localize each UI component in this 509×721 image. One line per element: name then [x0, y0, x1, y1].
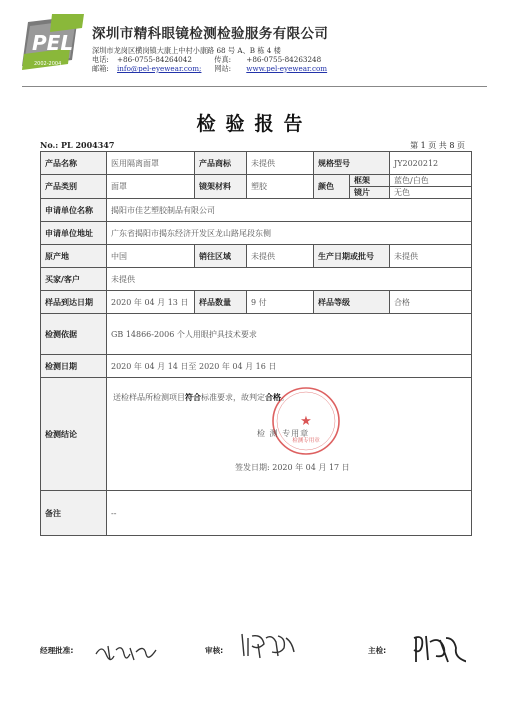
remark-value: --: [107, 491, 472, 536]
basis-value: GB 14866-2006 个人用眼护具技术要求: [107, 314, 472, 355]
svg-text:2002-2004: 2002-2004: [34, 61, 62, 67]
table-row: [41, 152, 472, 175]
batch-label: 生产日期或批号: [314, 245, 390, 268]
svg-text:PEL: PEL: [32, 31, 74, 55]
table-row: [41, 175, 472, 187]
stamp-caption: 检 测 专用章: [257, 429, 310, 438]
color-label: 颜色: [314, 175, 350, 199]
lens-label: 镜片: [350, 187, 390, 199]
tester-signature: [410, 632, 466, 666]
reviewer-label: 审核:: [205, 646, 224, 655]
email-link[interactable]: info@pel-eyewear.com;: [117, 64, 202, 73]
applicant-address-label: 申请单位地址: [41, 222, 107, 245]
frame-label: 框架: [350, 175, 390, 187]
fax-value: +86-0755-84263248: [246, 55, 322, 64]
approver-signature: [92, 640, 160, 664]
issue-date: 签发日期: 2020 年 04 月 17 日: [235, 463, 350, 472]
website-link[interactable]: www.pel-eyewear.com: [246, 64, 328, 73]
arrival-label: 样品到达日期: [41, 291, 107, 314]
conclusion-label: 检测结论: [41, 378, 107, 491]
buyer-label: 买家/客户: [41, 268, 107, 291]
table-row: [41, 245, 472, 268]
model-label: 规格型号: [314, 152, 390, 175]
batch-value: 未提供: [390, 245, 472, 268]
lens-color-value: 无色: [390, 187, 472, 199]
market-label: 销往区域: [195, 245, 247, 268]
table-row: [41, 222, 472, 245]
category-label: 产品类别: [41, 175, 107, 199]
origin-label: 原产地: [41, 245, 107, 268]
origin-value: 中国: [107, 245, 195, 268]
test-date-label: 检测日期: [41, 355, 107, 378]
material-label: 镜架材料: [195, 175, 247, 199]
applicant-label: 申请单位名称: [41, 199, 107, 222]
frame-color-value: 蓝色/白色: [390, 175, 472, 187]
letterhead: [22, 14, 492, 84]
web-label: 网站:: [214, 64, 232, 73]
report-table: [40, 151, 472, 536]
svg-text:检测专用章: 检测专用章: [292, 438, 320, 444]
contact-block: [92, 46, 327, 73]
material-value: 塑胶: [247, 175, 314, 199]
market-value: 未提供: [247, 245, 314, 268]
basis-label: 检测依据: [41, 314, 107, 355]
report-title: 检验报告: [196, 113, 313, 135]
applicant-address-value: 广东省揭阳市揭东经济开发区龙山路尾段东侧: [107, 222, 472, 245]
reviewer-signature: [238, 630, 298, 662]
table-row: [41, 355, 472, 378]
table-row: [41, 378, 472, 491]
tel-value: +86-0755-84264042: [117, 55, 192, 64]
page-indicator: 第 1 页 共 8 页: [410, 141, 465, 150]
quantity-label: 样品数量: [195, 291, 247, 314]
product-name-label: 产品名称: [41, 152, 107, 175]
company-address: 深圳市龙岗区横岗镇大康上中村小康路 68 号 A、B 栋 4 楼: [92, 46, 281, 55]
table-row: [41, 491, 472, 536]
brand-value: 未提供: [247, 152, 314, 175]
fax-label: 传真:: [214, 55, 232, 64]
tester-label: 主检:: [368, 646, 387, 655]
grade-label: 样品等级: [314, 291, 390, 314]
report-number: No.: PL 2004347: [40, 140, 115, 150]
conclusion-block: [107, 378, 471, 490]
buyer-value: 未提供: [107, 268, 472, 291]
email-label: 邮箱:: [92, 64, 109, 73]
product-name-value: 医用隔离面罩: [107, 152, 195, 175]
model-value: JY2020212: [390, 152, 472, 175]
table-row: [41, 291, 472, 314]
pel-logo: [22, 14, 84, 72]
table-row: [41, 268, 472, 291]
header-divider: [22, 86, 487, 87]
test-date-value: 2020 年 04 月 14 日至 2020 年 04 月 16 日: [107, 355, 472, 378]
approver-label: 经理批准:: [40, 646, 74, 655]
table-row: [41, 314, 472, 355]
remark-label: 备注: [41, 491, 107, 536]
arrival-value: 2020 年 04 月 13 日: [107, 291, 195, 314]
table-row: [41, 199, 472, 222]
applicant-value: 揭阳市佳艺塑胶制品有限公司: [107, 199, 472, 222]
quantity-value: 9 付: [247, 291, 314, 314]
grade-value: 合格: [390, 291, 472, 314]
tel-label: 电话:: [92, 55, 109, 64]
category-value: 面罩: [107, 175, 195, 199]
conclusion-text: 送检样品所检测项目符合标准要求，故判定合格。: [113, 392, 289, 402]
svg-text:★: ★: [300, 414, 312, 429]
company-name: 深圳市精科眼镜检测检验服务有限公司: [92, 26, 329, 42]
brand-label: 产品商标: [195, 152, 247, 175]
